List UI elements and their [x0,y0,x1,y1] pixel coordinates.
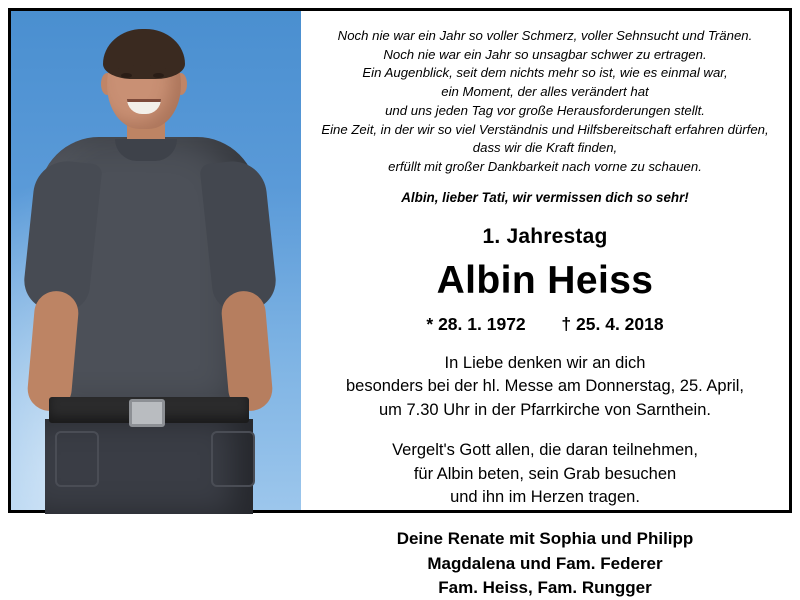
poem-line: Eine Zeit, in der wir so viel Verständnis und Hilfsbereitschaft erfahren dürfen, [321,121,769,137]
poem-line: Noch nie war ein Jahr so voller Schmerz, voller Sehnsucht und Tränen. [337,28,753,43]
mass-announcement-line: besonders bei der hl. Messe am Donnerstag, 25. April, [345,377,745,396]
memorial-text-panel [301,11,789,597]
poem-line: Ein Augenblick, seit dem nichts mehr so ist, wie es einmal war, [362,65,728,81]
dedication-text: Albin, lieber Tati, wir vermissen dich so sehr! [401,189,689,205]
poem-line: ein Moment, der alles verändert hat [441,84,649,100]
family-line: Magdalena und Fam. Federer [427,553,663,573]
family-line: Deine Renate mit Sophia und Philipp [396,529,694,549]
hair [103,29,185,79]
thanks-line: Vergelt's Gott allen, die daran teilnehmen, [392,441,698,460]
anniversary-title: 1. Jahrestag [482,224,608,248]
eye-left [121,73,132,78]
memorial-card-frame [8,8,792,597]
poem-line: und uns jeden Tag vor große Herausforderungen stellt. [385,102,705,118]
eye-right [153,73,164,78]
pocket-right [211,431,255,487]
poem-line: dass wir die Kraft finden, [472,140,618,156]
thanks-line: für Albin beten, sein Grab besuchen [413,464,677,483]
family-signature-block [397,527,694,599]
death-date: 25. 4. 2018 [576,313,664,334]
poem-line: Noch nie war ein Jahr so unsagbar schwer zu ertragen. [383,46,707,62]
birth-symbol-icon: * [426,313,434,334]
life-dates [426,314,663,335]
thanks-line: und ihn im Herzen tragen. [450,487,640,506]
belt-buckle [129,399,165,427]
deceased-name: Albin Heiss [436,258,654,302]
person-figure [11,11,301,510]
portrait-photo [11,11,301,510]
pocket-left [55,431,99,487]
family-line: Fam. Heiss, Fam. Rungger [438,577,652,597]
arm-right [220,289,274,412]
mass-announcement-line: In Liebe denken wir an dich [444,353,646,372]
thanks-block [392,439,698,509]
cross-symbol-icon: † [561,313,572,334]
mass-announcement-block [346,352,744,422]
mass-announcement-line: um 7.30 Uhr in der Pfarrkirche von Sarnthein. [378,400,711,419]
birth-date: 28. 1. 1972 [438,313,526,334]
poem-block [321,27,768,177]
poem-line: erfüllt mit großer Dankbarkeit nach vorne zu schauen. [388,159,702,175]
